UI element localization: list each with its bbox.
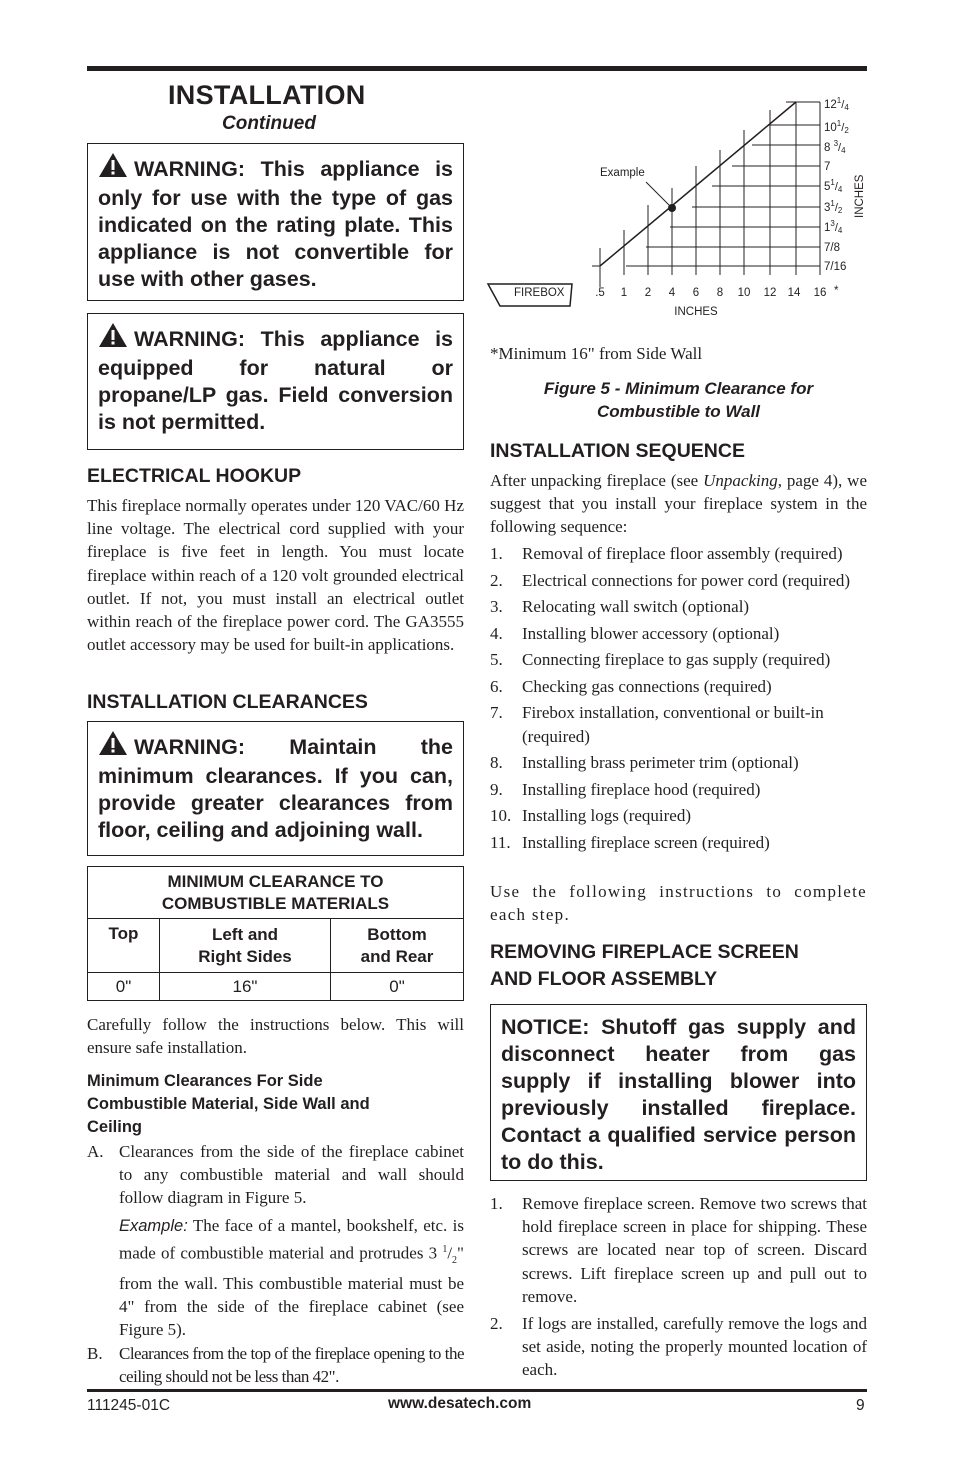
y-tick-8: 7/16 bbox=[824, 261, 847, 273]
list-item-number: 2. bbox=[490, 1314, 503, 1334]
example-point bbox=[668, 204, 676, 212]
list-item-text: Installing blower accessory (optional) bbox=[522, 623, 780, 643]
list-item bbox=[490, 1192, 867, 1308]
follow-instructions-text: Carefully follow the instructions below. This will ensure safe installation. bbox=[87, 1015, 464, 1058]
list-item-number: 1. bbox=[490, 1194, 503, 1213]
list-item bbox=[490, 595, 867, 619]
clearance-value-sides: 16" bbox=[160, 973, 331, 1001]
y-tick-2: 8 $^3$/4 bbox=[824, 139, 846, 155]
clearance-diagram bbox=[486, 90, 870, 322]
sequence-intro-2: , page 4), we suggest that you install your fireplace system in the following sequence: bbox=[490, 471, 868, 537]
list-item bbox=[490, 569, 867, 593]
example-label: Example bbox=[600, 167, 645, 179]
clearance-value-bottom: 0" bbox=[331, 973, 464, 1001]
figure-caption-line2: Combustible to Wall bbox=[596, 402, 761, 421]
list-item-number: 7. bbox=[490, 703, 503, 722]
list-item-text: Installing fireplace hood (required) bbox=[522, 779, 761, 799]
x-tick-4: 6 bbox=[692, 287, 700, 299]
website-link[interactable]: www.desatech.com bbox=[388, 1395, 532, 1412]
y-tick-7: 7/8 bbox=[824, 242, 840, 254]
sequence-intro-1: After unpacking fireplace (see bbox=[490, 471, 704, 490]
example-frac-den: 2 bbox=[452, 1254, 458, 1266]
installation-clearances-heading: INSTALLATION CLEARANCES bbox=[87, 691, 368, 713]
y-tick-5: $3^1/2$ bbox=[824, 199, 843, 215]
list-item bbox=[490, 701, 867, 748]
electrical-hookup-text: This fireplace normally operates under 120 VAC/60 Hz line voltage. The electrical cord supplied with your fireplace is five feet in length. You must locate fireplace within reach of a 120 volt grounded electrical outlet. If not, you must install an electrical outlet within reach of the fireplace power cord. The GA3555 outlet accessory may be used for built-in applications. bbox=[87, 496, 464, 655]
y-tick-1: $10^1/2$ bbox=[824, 119, 849, 135]
installation-sequence-intro bbox=[490, 469, 867, 539]
x-tick-asterisk: * bbox=[834, 285, 839, 297]
removing-screen-heading-line2: AND FLOOR ASSEMBLY bbox=[490, 968, 718, 990]
warning-icon bbox=[98, 322, 128, 355]
y-tick-0: $12^1/4$ bbox=[824, 96, 849, 112]
list-item bbox=[490, 831, 867, 855]
x-tick-7: 12 bbox=[763, 287, 777, 299]
clearance-table bbox=[87, 866, 464, 1001]
example-frac-num: 1 bbox=[442, 1243, 448, 1255]
list-item-text: Checking gas connections (required) bbox=[522, 676, 772, 696]
list-item-number: 5. bbox=[490, 650, 503, 669]
x-tick-1: 1 bbox=[620, 287, 628, 299]
warning-text-gas-type: WARNING: This appliance is only for use with the type of gas indicated on the rating plate. This appliance is not convertible for use with other gases. bbox=[98, 157, 453, 291]
figure-caption-line1: Figure 5 - Minimum Clearance for bbox=[543, 379, 814, 398]
clearance-header-bottom bbox=[331, 919, 464, 973]
list-item-text: Electrical connections for power cord (required) bbox=[522, 570, 851, 590]
notice-box: NOTICE: Shutoff gas supply and disconnect heater from gas supply if installing blower into previously installed fireplace. Contact a qualified service person to do this. bbox=[490, 1004, 867, 1181]
example-text-1: The face of a mantel, bookshelf, etc. is made of combustible material and protrudes 3 bbox=[119, 1215, 464, 1263]
warning-text-field-conversion: WARNING: This appliance is equipped for natural or propane/LP gas. Field conversion is not permitted. bbox=[98, 327, 453, 434]
x-tick-8: 14 bbox=[787, 287, 801, 299]
clearance-value-top: 0" bbox=[88, 973, 160, 1001]
list-item-number: 1. bbox=[490, 544, 503, 563]
removing-screen-heading-line1: REMOVING FIREPLACE SCREEN bbox=[490, 941, 799, 963]
list-item-number: 4. bbox=[490, 623, 503, 643]
list-item bbox=[490, 542, 867, 566]
list-item-text: Connecting fireplace to gas supply (required) bbox=[522, 650, 831, 669]
list-item bbox=[490, 1312, 867, 1382]
warning-text-clearances: WARNING: Maintain the minimum clearances. If you can, provide greater clearances from floor, ceiling and adjoining wall. bbox=[98, 735, 453, 842]
list-item-text: Relocating wall switch (optional) bbox=[522, 597, 750, 616]
warning-box-field-conversion bbox=[87, 313, 464, 450]
clearance-table-title-line1: MINIMUM CLEARANCE TO bbox=[167, 871, 384, 891]
list-item-number: 8. bbox=[490, 753, 503, 772]
list-item-a bbox=[87, 1140, 464, 1210]
figure-footnote: *Minimum 16" from Side Wall bbox=[490, 344, 703, 363]
y-axis-label: INCHES bbox=[854, 174, 866, 218]
example-paragraph: Example: The face of a mantel, bookshelf, etc. is made of combustible material and protrudes 3 $^1/_2$" from the wall. This combustible material must be 4" from the side of the fireplace cabinet (see Figure 5). bbox=[119, 1215, 464, 1340]
list-item-a-letter: A. bbox=[87, 1142, 104, 1161]
x-tick-0: .5 bbox=[595, 287, 605, 299]
installation-sequence-heading: INSTALLATION SEQUENCE bbox=[490, 440, 745, 462]
y-ticks bbox=[824, 96, 849, 273]
list-item-text: If logs are installed, carefully remove the logs and set aside, noting the properly mounted location of each. bbox=[522, 1314, 867, 1380]
list-item-text: Remove fireplace screen. Remove two screws that hold fireplace screen in place for shipping. These screws are located near top of screen. Discard screws. Lift fireplace screen up and pull out to remove. bbox=[522, 1194, 867, 1306]
side-clearance-subheading bbox=[87, 1070, 464, 1139]
x-ticks bbox=[595, 285, 839, 299]
example-text-2: " from the wall. This combustible material must be 4" from the side of the fireplace cabinet (see Figure 5). bbox=[119, 1243, 464, 1340]
x-tick-9: 16 bbox=[813, 287, 827, 299]
list-item-b-text: Clearances from the top of the fireplace opening to the ceiling should not be less than 42". bbox=[119, 1343, 464, 1386]
y-tick-3: 7 bbox=[824, 161, 831, 173]
removing-steps-list bbox=[490, 1192, 867, 1382]
x-tick-2: 2 bbox=[644, 287, 652, 299]
clearance-header-bottom-line2: and Rear bbox=[360, 946, 434, 966]
clearance-header-bottom-line1: Bottom bbox=[367, 924, 427, 944]
clearance-table-title bbox=[88, 867, 464, 919]
list-item-number: 11. bbox=[490, 832, 511, 852]
clearance-header-sides-line2: Right Sides bbox=[198, 946, 292, 966]
list-item bbox=[490, 804, 867, 828]
clearance-table-title-line2: COMBUSTIBLE MATERIALS bbox=[161, 893, 390, 913]
figure-caption bbox=[490, 377, 867, 423]
y-tick-6: $1^3/4$ bbox=[824, 219, 843, 235]
firebox-label: FIREBOX bbox=[514, 287, 565, 299]
clearance-header-top: Top bbox=[88, 919, 160, 973]
side-clearance-subheading-line3: Ceiling bbox=[87, 1118, 143, 1136]
list-item-text: Removal of fireplace floor assembly (required) bbox=[522, 544, 843, 563]
page-subtitle: Continued bbox=[222, 113, 316, 134]
x-tick-6: 10 bbox=[737, 287, 751, 299]
list-item-a-text: Clearances from the side of the fireplace cabinet to any combustible material and wall should follow diagram in Figure 5. bbox=[119, 1142, 464, 1208]
list-item-number: 10. bbox=[490, 806, 512, 825]
warning-box-gas-type bbox=[87, 143, 464, 301]
warning-box-clearances bbox=[87, 721, 464, 856]
x-tick-5: 8 bbox=[716, 287, 724, 299]
example-label: Example: bbox=[119, 1216, 188, 1235]
list-item-b-letter: B. bbox=[87, 1343, 103, 1363]
page-title: INSTALLATION bbox=[168, 80, 366, 110]
diagram-grid bbox=[592, 102, 820, 287]
sequence-outro: Use the following instructions to complete each step. bbox=[490, 882, 867, 925]
list-item-text: Installing brass perimeter trim (optional) bbox=[522, 753, 799, 772]
list-item-number: 9. bbox=[490, 779, 503, 799]
list-item-b bbox=[87, 1342, 464, 1388]
page-number: 9 bbox=[856, 1397, 865, 1414]
bottom-rule bbox=[87, 1389, 867, 1392]
list-item bbox=[490, 778, 867, 802]
clearance-header-sides-line1: Left and bbox=[211, 924, 279, 944]
list-item-number: 6. bbox=[490, 676, 503, 696]
x-tick-3: 4 bbox=[668, 287, 676, 299]
removing-screen-heading bbox=[490, 939, 799, 993]
top-rule bbox=[87, 66, 867, 71]
list-item-text: Installing logs (required) bbox=[522, 806, 692, 825]
warning-icon bbox=[98, 730, 128, 763]
list-item-text: Installing fireplace screen (required) bbox=[522, 832, 770, 852]
warning-icon bbox=[98, 152, 128, 185]
side-clearance-list bbox=[87, 1140, 464, 1388]
list-item bbox=[490, 675, 867, 699]
list-item-number: 2. bbox=[490, 570, 503, 590]
clearance-header-sides bbox=[160, 919, 331, 973]
list-item-number: 3. bbox=[490, 597, 503, 616]
y-tick-4: $5^1/4$ bbox=[824, 178, 843, 194]
list-item bbox=[490, 751, 867, 775]
sequence-intro-italic: Unpacking bbox=[703, 471, 778, 490]
installation-sequence-list bbox=[490, 542, 867, 854]
document-number: 111245-01C bbox=[87, 1397, 171, 1414]
list-item-text: Firebox installation, conventional or built-in (required) bbox=[522, 703, 824, 746]
side-clearance-subheading-line1: Minimum Clearances For Side bbox=[87, 1072, 323, 1090]
electrical-hookup-heading: ELECTRICAL HOOKUP bbox=[87, 465, 302, 487]
list-item bbox=[490, 648, 867, 672]
x-axis-label: INCHES bbox=[674, 306, 718, 318]
side-clearance-subheading-line2: Combustible Material, Side Wall and bbox=[87, 1095, 370, 1113]
list-item bbox=[490, 622, 867, 646]
